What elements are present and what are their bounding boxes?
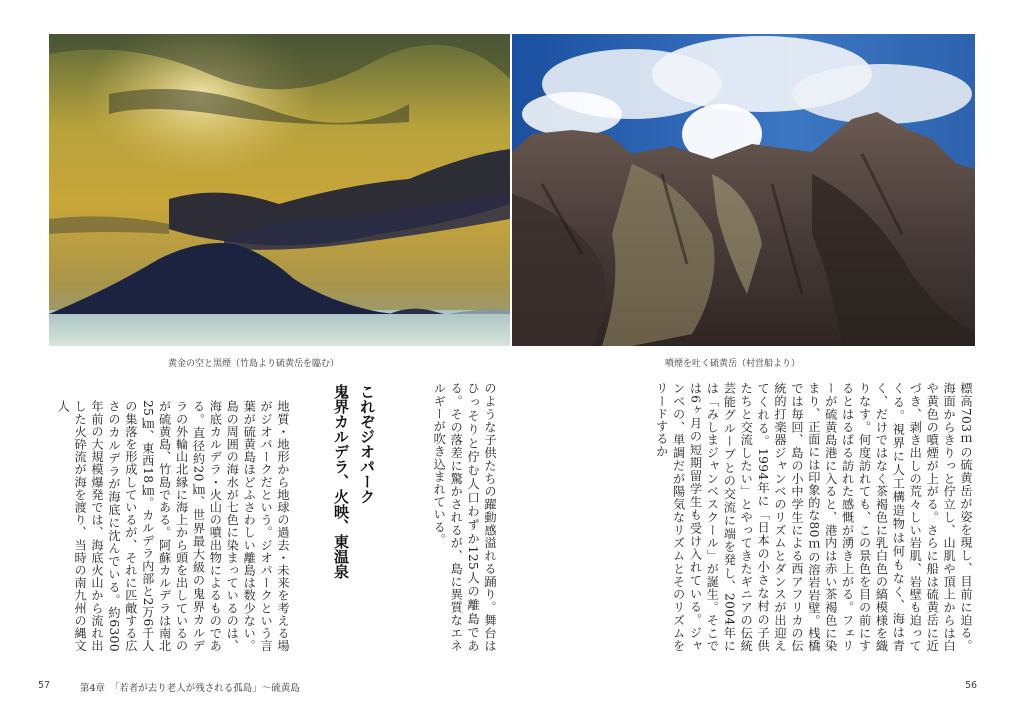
page-number-right: 56 — [965, 680, 978, 691]
body-text-left-page-bottom: 地質・地形から地球の過去・未来を考える場がジオパークだという。ジオパークという言葉が硫黄島ほどふさわしい離島は数少ない。島の周囲の海水が七色に染まっているのは、海底カルデラ・火山の噴出物によるものである。直径約20㎞、世界最大級の鬼界カルデラの外輪山北縁に海上から頭を出しているのが硫黄島、竹島である。阿蘇カルデラは南北25㎞、東西18㎞。カルデラ内部と2万6千人の集落を形成しているが、それに匹敵する広さのカルデラが海底に沈んでいる。約6300年前の大規模爆発では、海底火山から流れ出した火砕流が海を渡り、当時の南九州の縄文人 — [56, 400, 290, 652]
body-text-right-page: 標高703ｍの硫黄岳が姿を現し、目前に迫る。海面からきりっと佇立し、山肌や頂上からは白や黄色の噴煙が上がる。さらに船は硫黄岳に近づき、剥き出しの荒々しい岩肌、岩壁も迫ってくる。視界に人工構造物は何もなく、海は青く、だけではなく茶褐色に乳白色の縞模様を織りなす。何度訪れても、この景色を目の前にするとはるばる訪れた感慨が湧き上がる。フェリーが硫黄島港に入ると、港内は赤い茶褐色に染まり、正面には印象的な80ｍの溶岩岩壁。桟橋では毎回、島の小中学生による西アフリカの伝統的打楽器ジャンベのリズムとダンスが出迎えてくれる。1994年に「日本の小さな村の子供たちと交流したい」とやってきたギニアの伝統芸能グループとの交流に端を発し、2004年には「みしまジャンベスクール」が誕生。そこでは6ヶ月の短期留学生も受け入れている。ジャンベの、単調だが陽気なリズムとそのリズムをリードするか — [654, 382, 973, 652]
body-text-left-page-top: のような子供たちの躍動感溢れる踊り。舞台はひっそりと佇む人口わずか125人の離島である。その落差に驚かされるが、島に異質なエネルギーが吹き込まれている。 — [432, 382, 497, 652]
page-number-left: 57 — [38, 680, 51, 691]
section-heading-line2: 鬼界カルデラ、火映、東温泉 — [332, 384, 350, 579]
section-heading-line1: これぞジオパーク — [358, 384, 376, 504]
photo-golden-sky-island — [49, 34, 510, 346]
photo-caption-left: 黄金の空と黒煙（竹島より硫黄岳を臨む） — [168, 359, 340, 369]
running-head: 第4章 「若者が去り老人が残される孤島」〜硫黄島 — [80, 683, 300, 694]
photo-caption-right: 噴煙を吐く硫黄岳（村営船より） — [665, 359, 801, 369]
photo-steaming-volcano — [512, 34, 975, 346]
